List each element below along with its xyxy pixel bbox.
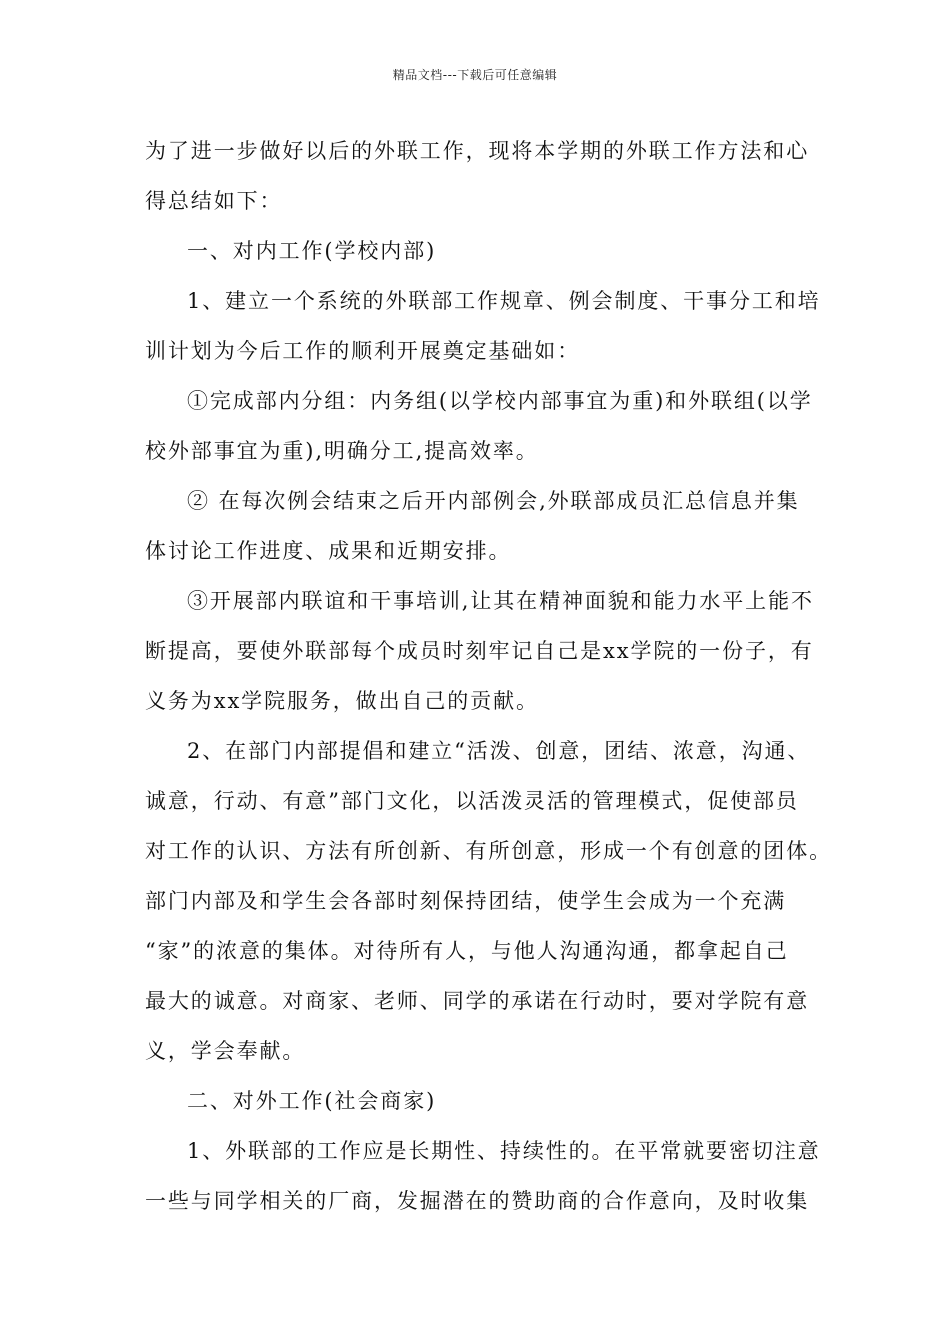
- paragraph-line: 部门内部及和学生会各部时刻保持团结，使学生会成为一个充满: [145, 889, 787, 913]
- paragraph-line: 1、建立一个系统的外联部工作规章、例会制度、干事分工和培: [187, 289, 821, 313]
- paragraph-line: 义，学会奉献。: [145, 1039, 306, 1063]
- paragraph-line: 训计划为今后工作的顺利开展奠定基础如：: [145, 339, 581, 363]
- paragraph-line: “家”的浓意的集体。对待所有人，与他人沟通沟通，都拿起自己: [145, 939, 789, 963]
- paragraph-line: 一些与同学相关的厂商，发掘潜在的赞助商的合作意向，及时收集: [145, 1189, 810, 1213]
- paragraph-line: 1、外联部的工作应是长期性、持续性的。在平常就要密切注意: [187, 1139, 821, 1163]
- paragraph-line: ③开展部内联谊和干事培训,让其在精神面貌和能力水平上能不: [187, 589, 814, 613]
- paragraph-line: 诚意，行动、有意”部门文化，以活泼灵活的管理模式，促使部员: [145, 789, 799, 813]
- paragraph-line: 得总结如下：: [145, 189, 283, 213]
- paragraph-line: 2、在部门内部提倡和建立“活泼、创意，团结、浓意，沟通、: [187, 739, 811, 763]
- paragraph-line: 为了进一步做好以后的外联工作，现将本学期的外联工作方法和心: [145, 139, 810, 163]
- paragraph-line: ② 在每次例会结束之后开内部例会,外联部成员汇总信息并集: [187, 489, 800, 513]
- paragraph-line: ①完成部内分组：内务组(以学校内部事宜为重)和外联组(以学: [187, 389, 813, 413]
- paragraph-line: 体讨论工作进度、成果和近期安排。: [145, 539, 512, 563]
- section-heading: 二、对外工作(社会商家): [187, 1089, 437, 1113]
- section-heading: 一、对内工作(学校内部): [187, 239, 437, 263]
- paragraph-line: 断提高，要使外联部每个成员时刻牢记自己是xx学院的一份子，有: [145, 639, 814, 663]
- page-header: 精品文档---下载后可任意编辑: [392, 68, 558, 82]
- paragraph-line: 对工作的认识、方法有所创新、有所创意，形成一个有创意的团体。: [145, 839, 832, 863]
- paragraph-line: 义务为xx学院服务，做出自己的贡献。: [145, 689, 539, 713]
- paragraph-line: 最大的诚意。对商家、老师、同学的承诺在行动时，要对学院有意: [145, 989, 810, 1013]
- paragraph-line: 校外部事宜为重),明确分工,提高效率。: [145, 439, 539, 463]
